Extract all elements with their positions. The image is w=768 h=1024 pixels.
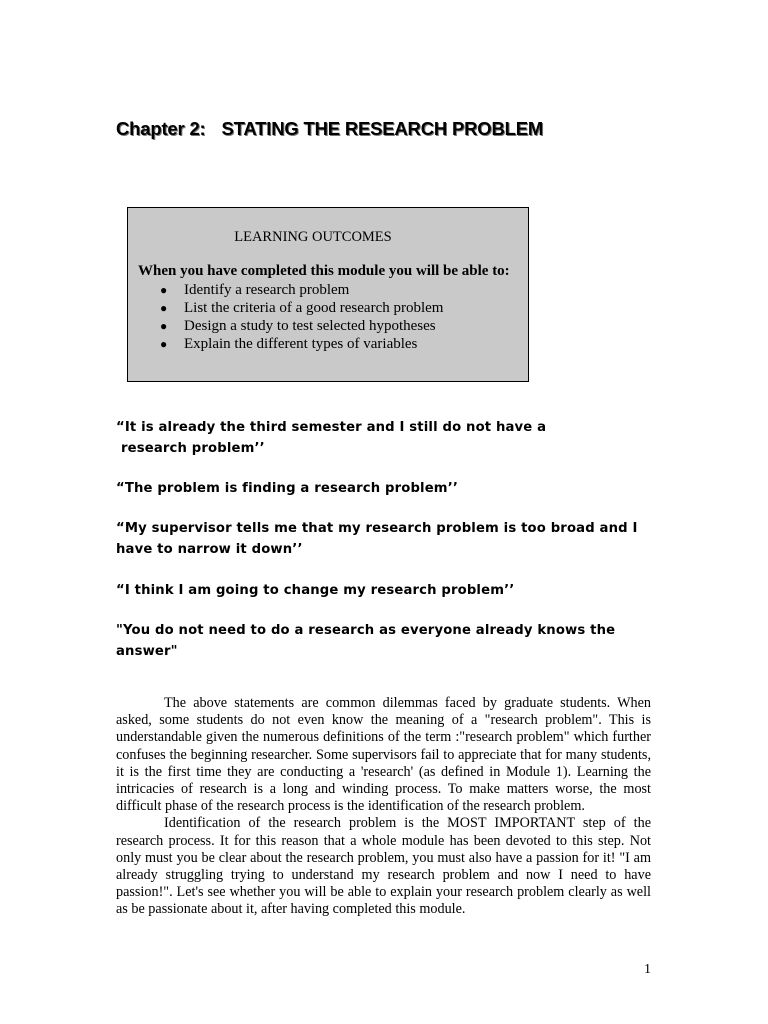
chapter-title [116,118,543,140]
list-item [158,281,443,299]
quote-line: "You do not need to do a research as everyone already knows the [116,623,616,638]
body-text [116,695,651,919]
student-quote [116,580,661,601]
student-quote [116,417,661,459]
student-quote [116,518,661,560]
chapter-heading: STATING THE RESEARCH PROBLEM [221,118,544,139]
learning-outcomes-list [158,281,443,353]
list-item-text: Design a study to test selected hypotheses [184,318,436,334]
body-paragraph: Identification of the research problem is the MOST IMPORTANT step of the research process. It for this reason that a whole module has been devoted to this step. Not only must you be clear about the research problem, you must also have a passion for it! "I am already struggling trying to understand my research problem and now I need to have passion!". Let's see whether you will be able to explain your research problem clearly as well as be passionate about it, after having completed this module. [116,815,651,918]
student-quote [116,620,661,662]
quote-line: “I think I am going to change my research problem’’ [116,583,515,598]
student-quote [116,478,661,499]
list-item [158,299,443,317]
bullet-icon: ● [160,301,168,315]
quote-line: research problem’’ [121,441,265,456]
body-paragraph: The above statements are common dilemmas faced by graduate students. When asked, some students do not even know the meaning of a "research problem". This is understandable given the numerous definitions of the term :"research problem" which further confuses the beginning researcher. Some supervisors fail to appreciate that for many students, it is the first time they are conducting a 'research' (as defined in Module 1). Learning the intricacies of research is a long and winding process. To make matters worse, the most difficult phase of the research process is the identification of the research problem. [116,695,651,815]
quote-line: answer" [116,644,178,659]
page-number: 1 [644,962,651,977]
learning-outcomes-heading: LEARNING OUTCOMES [234,229,392,245]
chapter-label: Chapter 2: [116,118,206,139]
list-item [158,335,443,353]
quote-line: “The problem is finding a research problem’’ [116,481,459,496]
learning-outcomes-intro: When you have completed this module you will be able to: [138,263,510,279]
quote-line: have to narrow it down’’ [116,542,303,557]
quote-line: “It is already the third semester and I still do not have a [116,420,547,435]
bullet-icon: ● [160,319,168,333]
list-item-text: Identify a research problem [184,282,350,298]
list-item-text: Explain the different types of variables [184,336,418,352]
learning-outcomes-box [127,207,529,382]
bullet-icon: ● [160,283,168,297]
list-item-text: List the criteria of a good research problem [184,300,444,316]
list-item [158,317,443,335]
quote-line: “My supervisor tells me that my research problem is too broad and I [116,521,638,536]
bullet-icon: ● [160,337,168,351]
